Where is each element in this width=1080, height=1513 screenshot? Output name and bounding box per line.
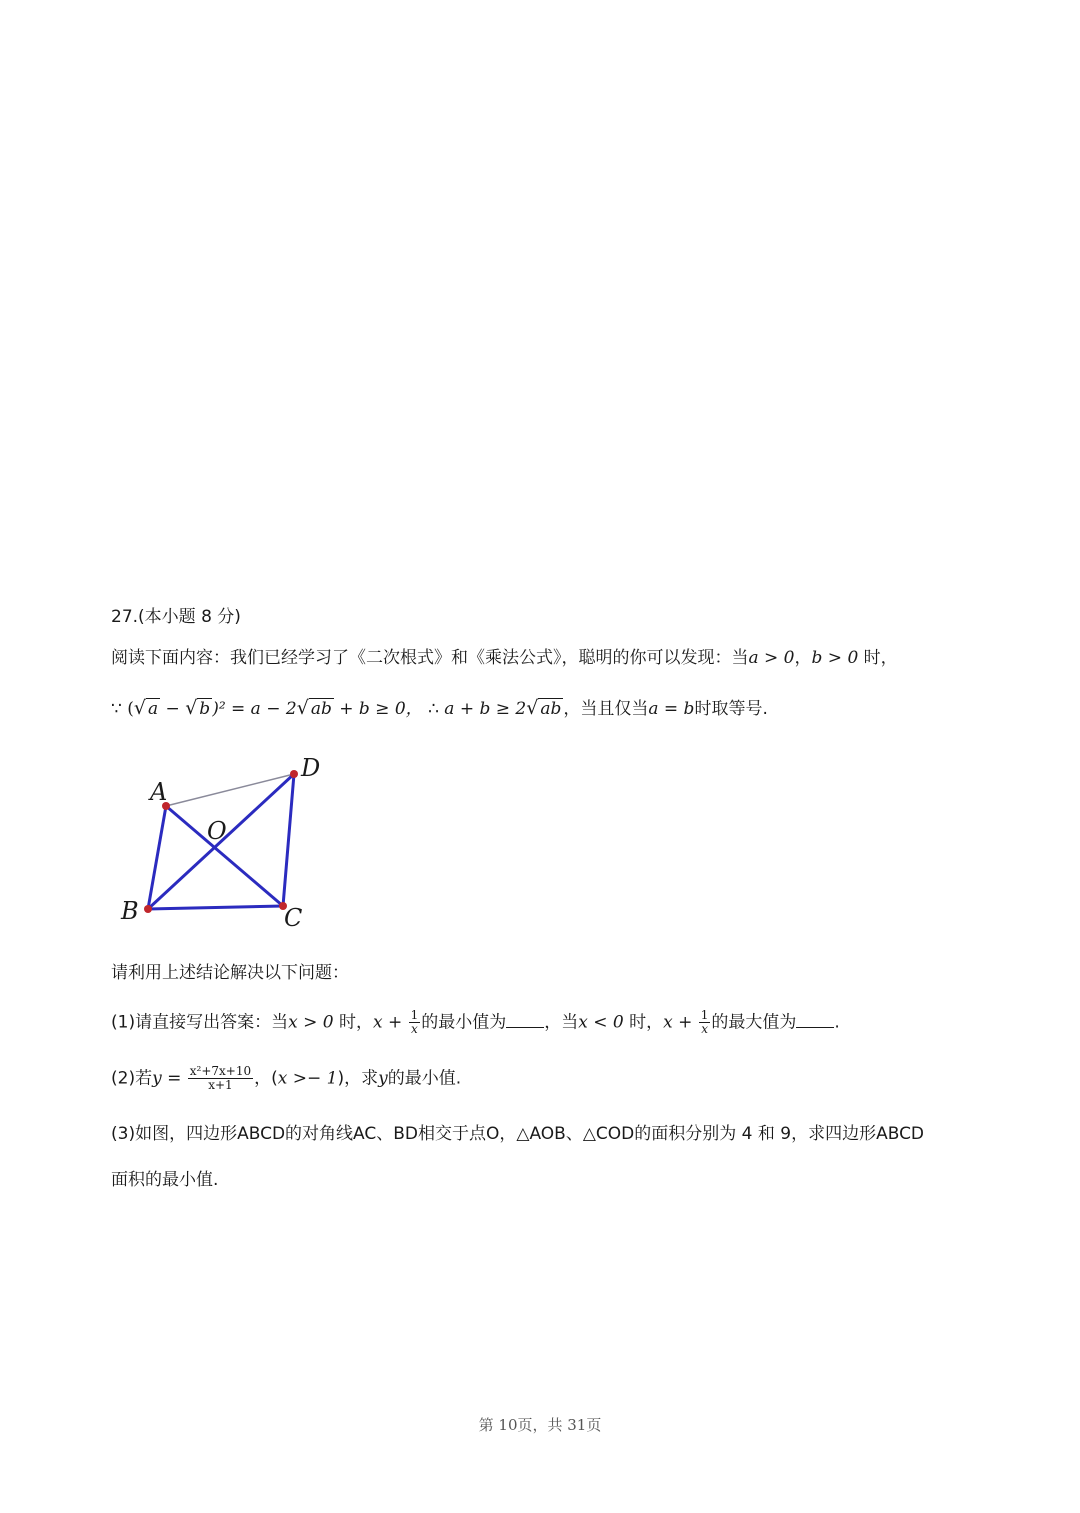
intro-suffix: 时， (858, 648, 898, 668)
q1-fraction-2: $\frac{1}{x}$ (700, 1008, 709, 1036)
point-D (290, 770, 298, 778)
point-B (144, 905, 152, 913)
proof-end: 时取等号. (694, 699, 768, 719)
proof-eq: a = b (648, 699, 695, 719)
label-O: O (207, 817, 227, 845)
q1-part-1: (1)请直接写出答案：当 (111, 1012, 289, 1033)
intro-prefix: 阅读下面内容：我们已经学习了《二次根式》和《乘法公式》，聪明的你可以发现：当 (111, 648, 749, 668)
q1-cond-1: x > 0 (288, 1012, 334, 1033)
proof-open: ( (127, 699, 134, 719)
page-footer: 第 10页，共 31页 (478, 1416, 602, 1434)
q2-part-4: 的最小值. (387, 1068, 462, 1089)
sqrt-a: √ a (133, 697, 159, 719)
proof-minus: − (160, 699, 186, 719)
question-header: 27.(本小题 8 分) (111, 607, 241, 627)
intro-paragraph (111, 646, 898, 670)
q1-cond-2: x < 0 (578, 1012, 624, 1033)
intro-cond-a: a > 0 (748, 648, 795, 668)
proof-expr-2: a + b ≥ 2 (438, 699, 527, 719)
q1-part-7: . (834, 1012, 840, 1033)
intro-sep: ， (794, 648, 812, 668)
instruction-text: 请利用上述结论解决以下问题： (111, 963, 349, 983)
sqrt-ab-2: √ ab (526, 697, 562, 719)
q2-part-1: (2)若 (111, 1068, 153, 1089)
q2-y-equals: y = (152, 1068, 187, 1089)
proof-line (111, 696, 768, 721)
sqrt-ab-1: √ ab (296, 697, 332, 719)
q1-part-6: 的最大值为 (711, 1012, 797, 1033)
quadrilateral-figure (110, 745, 340, 945)
q2-y: y (378, 1068, 388, 1089)
question-2 (111, 1065, 461, 1092)
proof-tail-1: + b ≥ 0， (333, 699, 423, 719)
answer-blank-1[interactable] (506, 1011, 544, 1028)
therefore-symbol: ∴ (428, 699, 439, 719)
label-D: D (301, 754, 321, 782)
proof-tail-2: ，当且仅当 (563, 699, 649, 719)
q2-part-2: ，( (254, 1068, 278, 1089)
edge-BC (148, 906, 283, 909)
proof-pow: )² = a − 2 (212, 699, 297, 719)
label-B: B (121, 897, 139, 925)
question-1 (111, 1009, 840, 1036)
intro-cond-b: b > 0 (811, 648, 859, 668)
label-C: C (284, 904, 303, 932)
q1-part-5: 时， (623, 1012, 664, 1033)
q1-part-3: 的最小值为 (421, 1012, 507, 1033)
q1-fraction-1: $\frac{1}{x}$ (410, 1008, 419, 1036)
q1-expr-2: x + (663, 1012, 698, 1033)
q2-part-3: )，求 (337, 1068, 379, 1089)
question-3-line-2: 面积的最小值. (111, 1170, 219, 1190)
because-symbol: ∵ (111, 699, 122, 719)
q1-part-4: ，当 (544, 1012, 579, 1033)
q2-fraction: $\frac{\text{x²+7x+10}}{x+1}$ (189, 1064, 252, 1092)
sqrt-b: √ b (185, 697, 211, 719)
label-A: A (150, 778, 168, 806)
q2-cond: x >− 1 (277, 1068, 338, 1089)
q1-expr-1: x + (372, 1012, 408, 1033)
q1-part-2: 时， (333, 1012, 373, 1033)
edge-CD (283, 774, 294, 906)
question-3-line-1: (3)如图，四边形ABCD的对角线AC、BD相交于点O，△AOB、△COD的面积分别为 4 和 9，求四边形ABCD (111, 1124, 925, 1144)
answer-blank-2[interactable] (796, 1011, 834, 1028)
